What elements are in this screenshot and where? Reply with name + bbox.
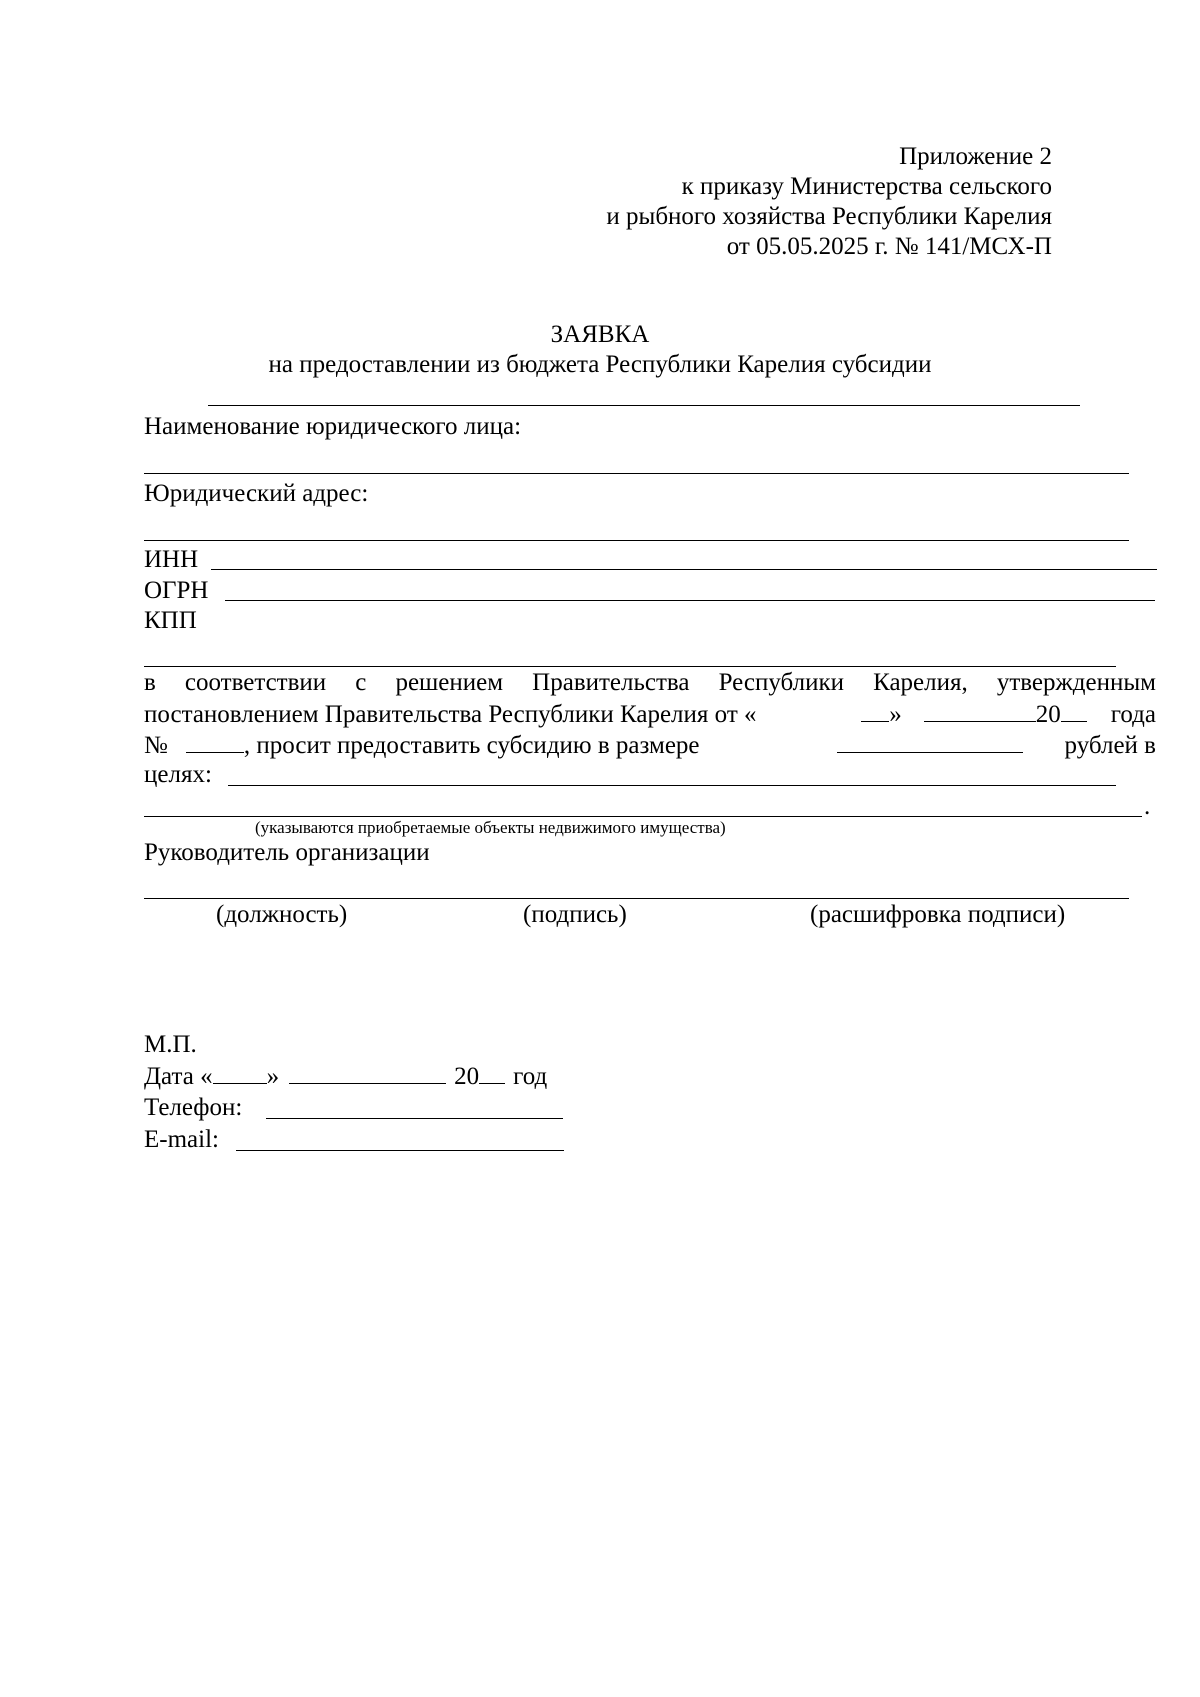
body-line-3 [144, 730, 1156, 761]
date-year-prefix: 20 [454, 1063, 480, 1090]
stamp-place: М.П. [144, 1031, 197, 1058]
purpose-label: целях: [144, 761, 212, 788]
resolution-day-close: » [889, 701, 902, 728]
resolution-prefix: постановлением Правительства Республики Карелия от « [144, 701, 757, 728]
phone-line [266, 1118, 563, 1119]
date-day-blank [213, 1061, 267, 1084]
date-label: Дата « [144, 1063, 213, 1090]
head-label: Руководитель организации [144, 839, 430, 866]
body-line-2 [144, 699, 1156, 730]
org-name-label: Наименование юридического лица: [144, 413, 522, 440]
order-reference-line1: к приказу Министерства сельского [681, 173, 1052, 200]
date-year-blank [479, 1061, 505, 1084]
legal-address-label: Юридический адрес: [144, 480, 369, 507]
phone-label: Телефон: [144, 1094, 243, 1121]
date-day-close: » [266, 1063, 280, 1090]
resolution-year-blank [1061, 699, 1087, 722]
number-sign: № [144, 732, 168, 759]
signature-caption: (подпись) [523, 901, 627, 928]
signature-decode-caption: (расшифровка подписи) [810, 901, 1066, 928]
date-line [144, 1061, 547, 1092]
inn-line [211, 569, 1157, 570]
document-title: ЗАЯВКА [550, 321, 650, 348]
resolution-year-prefix: 20 [1035, 701, 1061, 728]
kpp-label: КПП [144, 607, 197, 634]
email-line [236, 1150, 564, 1151]
purpose-line-2 [144, 816, 1142, 817]
resolution-month-blank [924, 699, 1036, 722]
order-reference-line2: и рыбного хозяйства Республики Карелия [606, 203, 1052, 230]
rubles-text: рублей в [1064, 732, 1156, 759]
resolution-number-blank [186, 730, 244, 753]
date-month-blank [289, 1061, 446, 1084]
appendix-number: Приложение 2 [899, 143, 1052, 170]
position-caption: (должность) [216, 901, 348, 928]
ogrn-line [225, 600, 1155, 601]
ogrn-label: ОГРН [144, 577, 209, 604]
resolution-year-word: года [1110, 701, 1156, 728]
resolution-text [144, 700, 861, 730]
request-text [244, 731, 823, 761]
email-label: E-mail: [144, 1126, 219, 1153]
signature-line [144, 898, 1129, 899]
decision-text: в соответствии с решением Правительства Республики Карелия, утвержденным [144, 669, 1156, 696]
body-line-1 [144, 668, 1156, 698]
inn-label: ИНН [144, 546, 199, 573]
subsidy-name-line [208, 405, 1080, 406]
document-subtitle: на предоставлении из бюджета Республики Карелия субсидии [268, 351, 932, 378]
subsidy-amount-blank [837, 730, 1023, 753]
purpose-hint: (указываются приобретаемые объекты недвижимого имущества) [255, 818, 726, 837]
kpp-line [144, 666, 1116, 667]
request-phrase: , просит предоставить субсидию в размере [243, 732, 700, 759]
purpose-line-1 [228, 785, 1116, 786]
order-date-number: от 05.05.2025 г. № 141/МСХ-П [726, 233, 1052, 260]
date-year-word: год [513, 1063, 548, 1090]
resolution-day-blank [861, 699, 889, 722]
purpose-end-dot: . [1144, 793, 1151, 820]
org-name-line [144, 473, 1129, 474]
legal-address-line [144, 540, 1129, 541]
